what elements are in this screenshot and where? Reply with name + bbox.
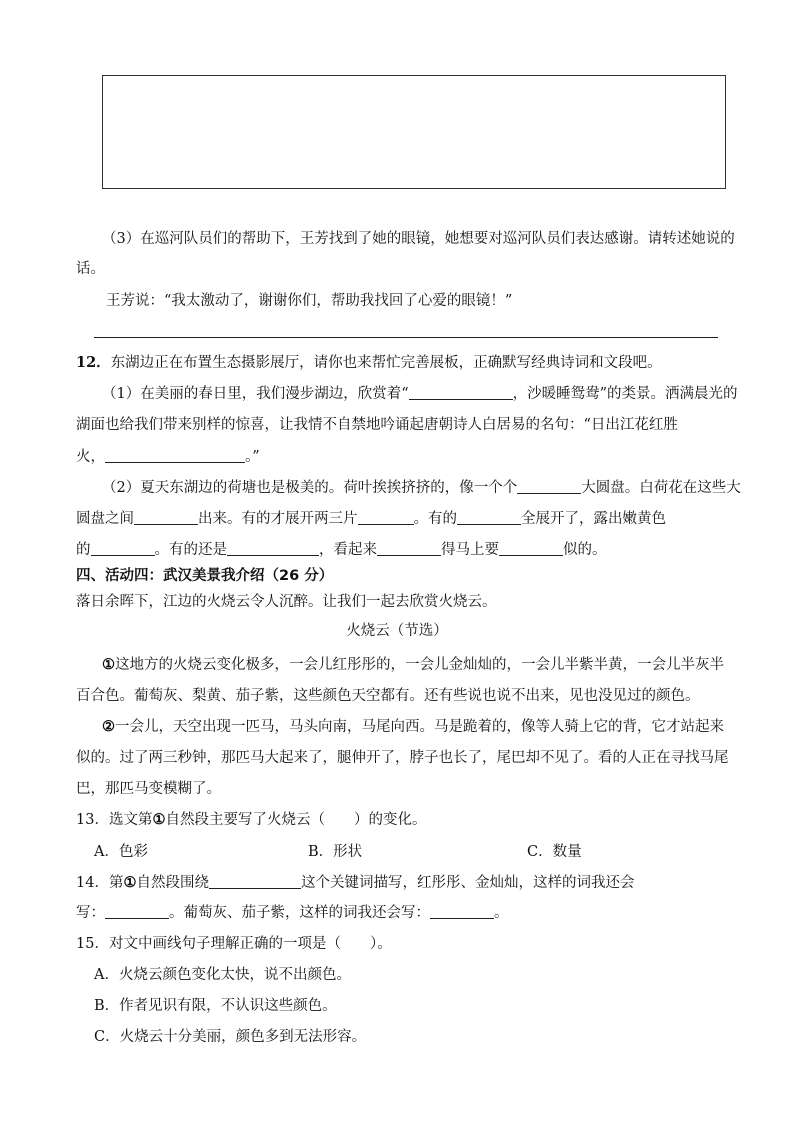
fill-blank[interactable] [134,510,198,525]
fill-blank[interactable] [91,541,155,556]
text: 自然段主要写了火烧云（ ）的变化。 [165,812,427,828]
q11-quote: 王芳说：“我太激动了，谢谢你们，帮助我找回了心爱的眼镜！” [106,293,513,309]
q12-p1-line2: 湖面也给我们带来别样的惊喜，让我情不自禁地吟诵起唐朝诗人白居易的名句：“日出江花红胜 [76,417,678,433]
q15-option-a[interactable]: A．火烧云颜色变化太快，说不出颜色。 [94,967,351,983]
text: 。有的还是 [154,542,227,558]
circled-number: ① [102,656,115,673]
text: 得马上要 [441,542,499,558]
text: 火， [76,449,105,465]
q12-stem-text: 东湖边正在布置生态摄影展厅，请你也来帮忙完善展板，正确默写经典诗词和文段吧。 [110,355,662,371]
fill-blank[interactable] [105,448,245,463]
para2-line3: 巴，那匹马变模糊了。 [76,781,221,797]
fill-blank[interactable] [105,904,169,919]
text: 。 [494,905,509,921]
text: ，沙暖睡鸳鸯”的类景。洒满晨光的 [512,386,738,402]
para1-line1 [102,655,782,675]
fill-blank[interactable] [499,541,563,556]
text: 出来。有的才展开两三片 [198,511,358,527]
circled-number: ① [123,874,137,891]
passage-title: 火烧云（节选） [346,623,448,639]
q13-option-c[interactable]: C．数量 [527,844,582,860]
q12-p2-line1 [102,478,782,498]
text: 大圆盘。白荷花在这些大 [581,480,741,496]
section4-intro: 落日余晖下，江边的火烧云令人沉醉。让我们一起去欣赏火烧云。 [76,594,497,610]
q12-p2-line2 [76,509,756,529]
text: 自然段围绕 [136,875,209,891]
q12-p1-line1 [102,384,782,404]
para2-line2: 似的。过了两三秒钟，那匹马大起来了，腿伸开了，脖子也长了，尾巴却不见了。看的人正在寻找马尾 [76,750,729,766]
fill-blank[interactable] [358,510,414,525]
answer-box[interactable] [102,75,726,189]
para1-line2: 百合色。葡萄灰、梨黄、茄子紫，这些颜色天空都有。还有些说也说不出来，见也没见过的颜色。 [76,688,700,704]
text: 一会儿，天空出现一匹马，马头向南，马尾向西。马是跪着的，像等人骑上它的背，它才站起来 [115,719,724,735]
fill-blank[interactable] [377,541,441,556]
q11-part3-line2: 话。 [76,261,105,277]
q12-p2-line3 [76,540,756,560]
text: 写： [76,905,105,921]
circled-number: ② [102,718,115,735]
answer-line[interactable] [94,337,718,338]
circled-number: ① [152,811,166,828]
text: 这个关键词描写，红彤彤、金灿灿，这样的词我还会 [300,875,635,891]
para2-line1 [102,717,782,737]
text: 的 [76,542,91,558]
section4-heading: 四、活动四：武汉美景我介绍（26 分） [76,568,334,584]
q15-option-c[interactable]: C．火烧云十分美丽，颜色多到无法形容。 [94,1029,367,1045]
q12-number: 12． [76,354,111,371]
q11-part3-line1: （3）在巡河队员们的帮助下，王芳找到了她的眼镜，她想要对巡河队员们表达感谢。请转述她说的 [102,231,735,247]
text: ，看起来 [319,542,377,558]
q12-stem [76,353,756,373]
text: 14．第 [76,875,124,891]
q15-option-b[interactable]: B．作者见识有限，不认识这些颜色。 [94,998,337,1014]
q14-line1 [76,873,756,893]
q14-line2 [76,903,756,923]
text: 。葡萄灰、茄子紫，这样的词我还会写： [169,905,430,921]
fill-blank[interactable] [457,510,521,525]
text: 。有的 [413,511,457,527]
text: （2）夏天东湖边的荷塘也是极美的。荷叶挨挨挤挤的，像一个个 [102,480,518,496]
text: 圆盘之间 [76,511,134,527]
fill-blank[interactable] [409,385,513,400]
text: 似的。 [563,542,607,558]
q13-option-b[interactable]: B．形状 [308,844,363,860]
fill-blank[interactable] [209,874,301,889]
text: 13．选文第 [76,812,153,828]
fill-blank[interactable] [227,541,319,556]
q15-stem: 15．对文中画线句子理解正确的一项是（ ）。 [76,936,392,952]
text: 这地方的火烧云变化极多，一会儿红彤彤的，一会儿金灿灿的，一会儿半紫半黄，一会儿半灰半 [115,657,724,673]
q13-option-a[interactable]: A．色彩 [94,844,148,860]
q12-p1-line3 [76,447,756,467]
fill-blank[interactable] [517,479,581,494]
text: （1）在美丽的春日里，我们漫步湖边，欣赏着“ [102,386,409,402]
text: 。” [245,449,260,465]
fill-blank[interactable] [430,904,494,919]
q13-stem [76,810,756,830]
text: 全展开了，露出嫩黄色 [521,511,666,527]
